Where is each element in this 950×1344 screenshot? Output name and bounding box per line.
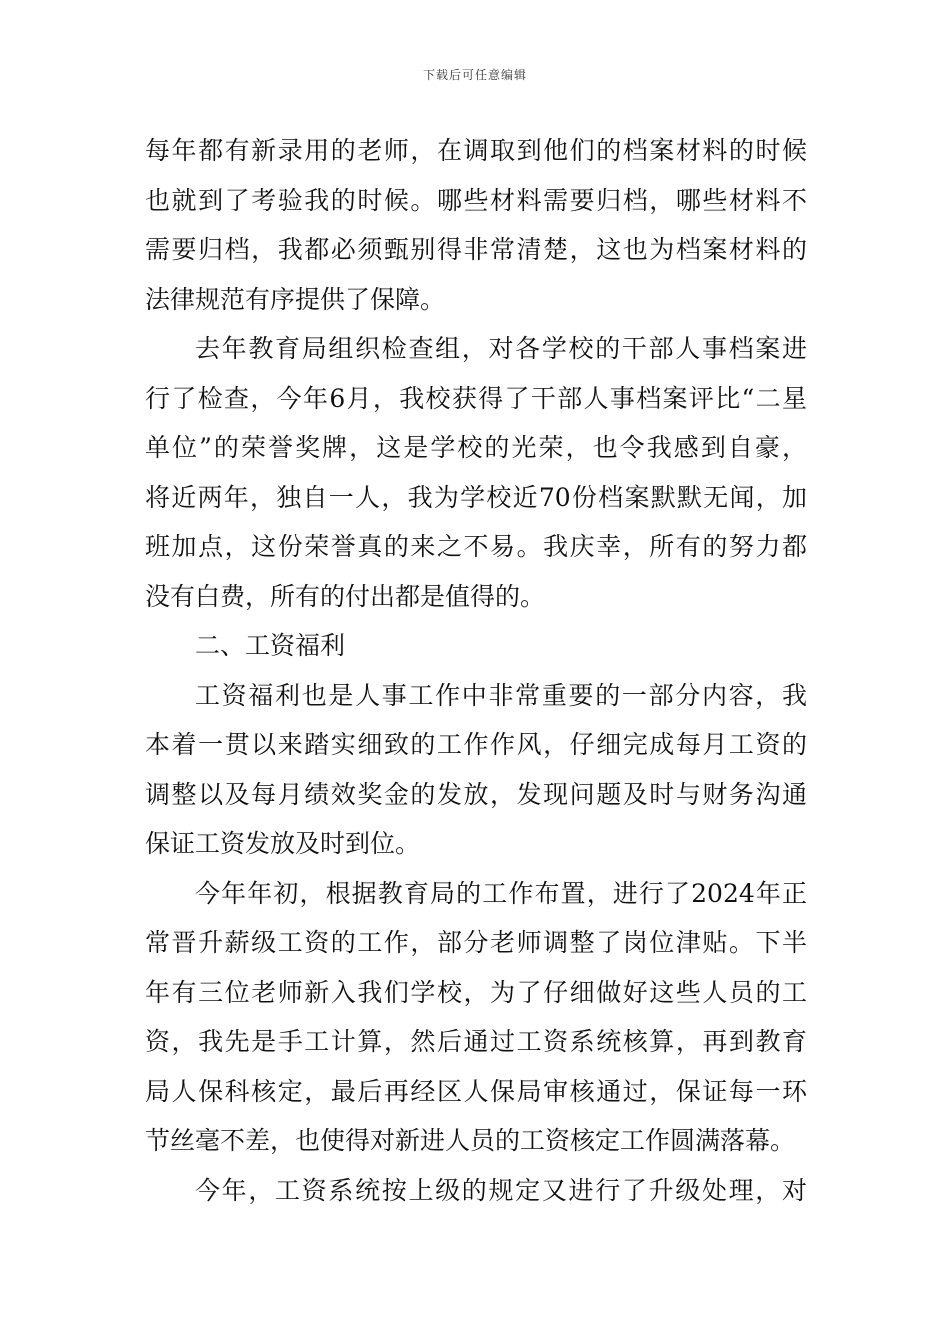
- text-line: 今年年初，根据教育局的工作布置，进行了2024年正: [195, 878, 807, 908]
- section-heading-text: 二、工资福利: [195, 631, 346, 660]
- text-line: 资，我先是手工计算，然后通过工资系统核算，再到教育: [145, 1027, 807, 1056]
- paragraph-system-upgrade: [145, 1166, 807, 1216]
- text-line: 法律规范有序提供了保障。: [145, 284, 446, 314]
- text-line: 常晋升薪级工资的工作，部分老师调整了岗位津贴。下半: [145, 928, 807, 957]
- paragraph-salary-intro: [145, 671, 807, 869]
- text-line: 本着一贯以来踏实细致的工作作风，仔细完成每月工资的: [145, 730, 807, 759]
- text-line: 每年都有新录用的老师，在调取到他们的档案材料的时候: [145, 136, 807, 165]
- document-body: [145, 126, 807, 1215]
- text-line: 节丝毫不差，也使得对新进人员的工资核定工作圆满落幕。: [145, 1126, 796, 1155]
- text-line: 单位”的荣誉奖牌，这是学校的光荣，也令我感到自豪，: [145, 433, 807, 462]
- text-line: 也就到了考验我的时候。哪些材料需要归档，哪些材料不: [145, 185, 807, 215]
- text-line: 今年，工资系统按上级的规定又进行了升级处理，对: [195, 1175, 807, 1205]
- text-line: 行了检查，今年6月，我校获得了干部人事档案评比“二星: [145, 383, 807, 413]
- text-line: 需要归档，我都必须甄别得非常清楚，这也为档案材料的: [145, 235, 807, 264]
- text-line: 调整以及每月绩效奖金的发放，发现问题及时与财务沟通: [145, 779, 807, 809]
- section-heading-salary: [145, 621, 807, 671]
- paragraph-salary-adjustment: [145, 869, 807, 1166]
- text-line: 去年教育局组织检查组，对各学校的干部人事档案进: [195, 334, 807, 363]
- page-header: 下载后可任意编辑: [422, 68, 527, 82]
- text-line: 没有白费，所有的付出都是值得的。: [145, 581, 546, 611]
- text-line: 工资福利也是人事工作中非常重要的一部分内容，我: [195, 680, 807, 710]
- paragraph-inspection-award: [145, 324, 807, 621]
- paragraph-archives-continued: [145, 126, 807, 324]
- text-line: 班加点，这份荣誉真的来之不易。我庆幸，所有的努力都: [145, 532, 807, 561]
- text-line: 将近两年，独自一人，我为学校近70份档案默默无闻，加: [145, 482, 807, 512]
- text-line: 保证工资发放及时到位。: [145, 829, 421, 858]
- text-line: 年有三位老师新入我们学校，为了仔细做好这些人员的工: [145, 977, 807, 1007]
- text-line: 局人保科核定，最后再经区人保局审核通过，保证每一环: [145, 1076, 807, 1106]
